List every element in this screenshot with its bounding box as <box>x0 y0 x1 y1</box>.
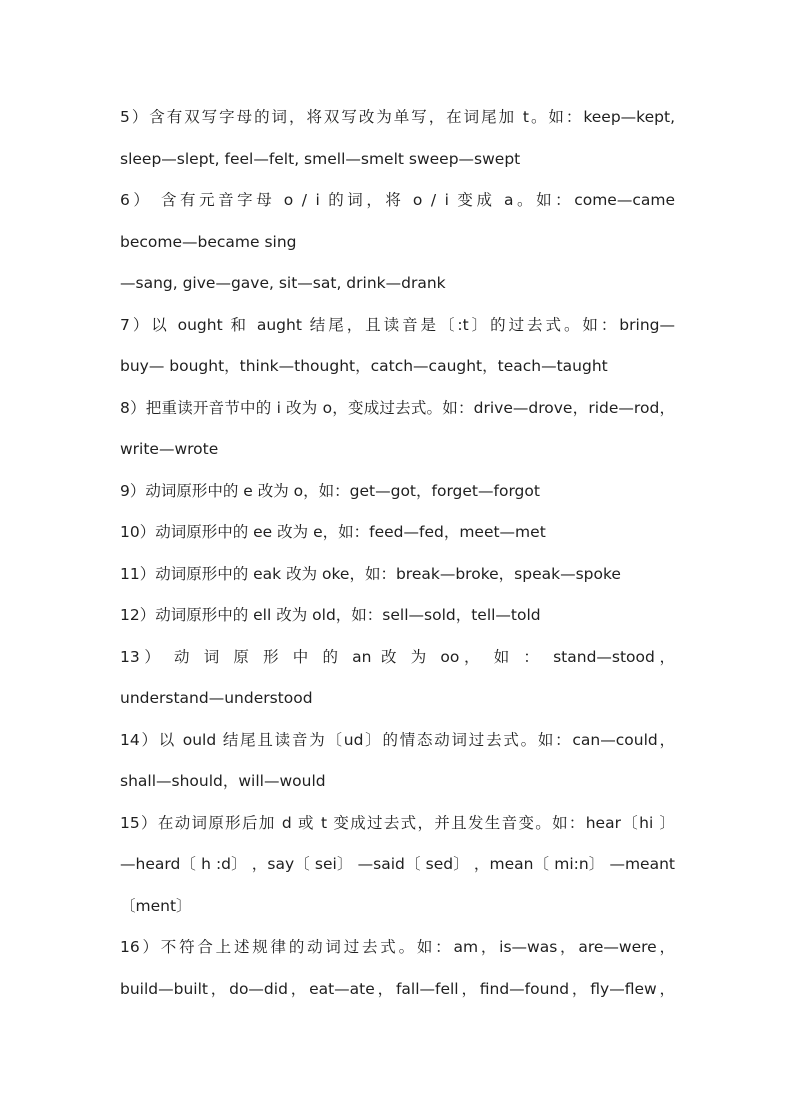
text-line: 15）在动词原形后加 d 或 t 变成过去式，并且发生音变。如：hear〔hi 〕 <box>120 813 675 832</box>
text-line: become—became sing <box>120 232 297 251</box>
text-line: 9）动词原形中的 e 改为 o，如：get—got，forget—forgot <box>120 481 540 500</box>
text-line: understand—understood <box>120 689 313 707</box>
text-line: 10）动词原形中的 ee 改为 e，如：feed—fed，meet—met <box>120 523 546 541</box>
text-line: 14）以 ould 结尾且读音为〔ud〕的情态动词过去式。如：can—could， <box>120 730 675 749</box>
text-line: 8）把重读开音节中的 i 改为 o，变成过去式。如：drive—drove，ride—rod， <box>120 398 675 417</box>
text-line: write—wrote <box>120 440 219 458</box>
text-line: 6） 含有元音字母 o / i 的词，将 o / i 变成 a。如：come—came <box>120 191 675 209</box>
text-line: —sang, give—gave, sit—sat, drink—drank <box>120 274 446 292</box>
document-body <box>120 100 675 1013</box>
text-line: shall—should，will—would <box>120 772 326 790</box>
text-line: 5）含有双写字母的词，将双写改为单写，在词尾加 t。如：keep—kept, <box>120 108 675 126</box>
text-line: 13） 动 词 原 形 中 的 an 改 为 oo， 如 ： stand—stood， <box>120 647 675 666</box>
text-line: 11）动词原形中的 eak 改为 oke，如：break—broke，speak—spoke <box>120 564 621 583</box>
text-line: 12）动词原形中的 ell 改为 old，如：sell—sold，tell—told <box>120 606 541 624</box>
text-line: 7）以 ought 和 aught 结尾，且读音是〔:t〕的过去式。如：bring— <box>120 315 675 334</box>
text-line: 〔ment〕 <box>120 896 192 915</box>
text-line: 16）不符合上述规律的动词过去式。如：am，is—was，are—were， <box>120 938 675 956</box>
text-line: —heard〔 h :d〕 ，say〔 sei〕 —said〔 sed〕 ，mean〔 mi:n〕 —meant <box>120 855 675 873</box>
text-line: buy— bought，think—thought，catch—caught，teach—taught <box>120 357 608 375</box>
text-line: sleep—slept, feel—felt, smell—smelt sweep—swept <box>120 149 521 168</box>
text-line: build—built，do—did，eat—ate，fall—fell，find—found，fly—flew， <box>120 979 675 998</box>
